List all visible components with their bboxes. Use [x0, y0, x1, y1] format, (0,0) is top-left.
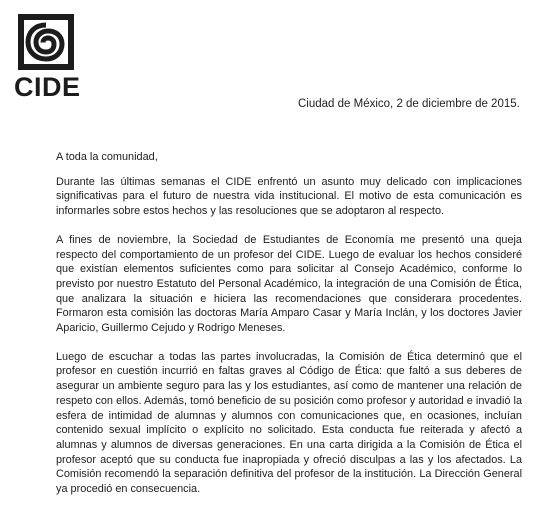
letter-body	[56, 150, 522, 511]
date-line: Ciudad de México, 2 de diciembre de 2015.	[298, 98, 520, 110]
paragraph-complaint: A fines de noviembre, la Sociedad de Estudiantes de Economía me presentó una queja respecto del comportamiento de un profesor del CIDE. Luego de evaluar los hechos consideré que existían elementos suficientes como para solicitar al Consejo Académico, conforme lo previsto por nuestro Estatuto del Personal Académico, la integración de una Comisión de Ética, que analizara la situación e hiciera las recomendaciones que considerara procedentes. Formaron esta comisión las doctoras María Amparo Casar y María Inclán, y los doctores Javier Aparicio, Guillermo Cejudo y Rodrigo Meneses.	[56, 233, 522, 335]
logo-wordmark: CIDE	[14, 72, 81, 102]
cide-spiral-icon	[18, 14, 74, 70]
greeting: A toda la comunidad,	[56, 151, 158, 163]
paragraph-resolution: Luego de escuchar a todas las partes involucradas, la Comisión de Ética determinó que el profesor en cuestión incurrió en faltas graves al Código de Ética: que faltó a sus deberes de asegurar un ambiente seguro para las y los estudiantes, así como de mantener una relación de respeto con ellos. Además, tomó beneficio de su posición como profesor y autoridad e invadió la esfera de intimidad de alumnas y alumnos con comunicaciones que, en ocasiones, incluían contenido sexual implícito o explícito no solicitado. Esta conducta fue reiterada y afectó a alumnas y alumnos de diversas generaciones. En una carta dirigida a la Comisión de Ética el profesor aceptó que su conducta fue inapropiada y ofreció disculpas a las y los afectados. La Comisión recomendó la separación definitiva del profesor de la institución. La Dirección General ya procedió en consecuencia.	[56, 350, 522, 496]
paragraph-intro: Durante las últimas semanas el CIDE enfrentó un asunto muy delicado con implicaciones significativas para el futuro de nuestra vida institucional. El motivo de esta comunicación es informarles sobre estos hechos y las resoluciones que se adoptaron al respecto.	[56, 175, 522, 218]
cide-logo	[14, 14, 81, 102]
